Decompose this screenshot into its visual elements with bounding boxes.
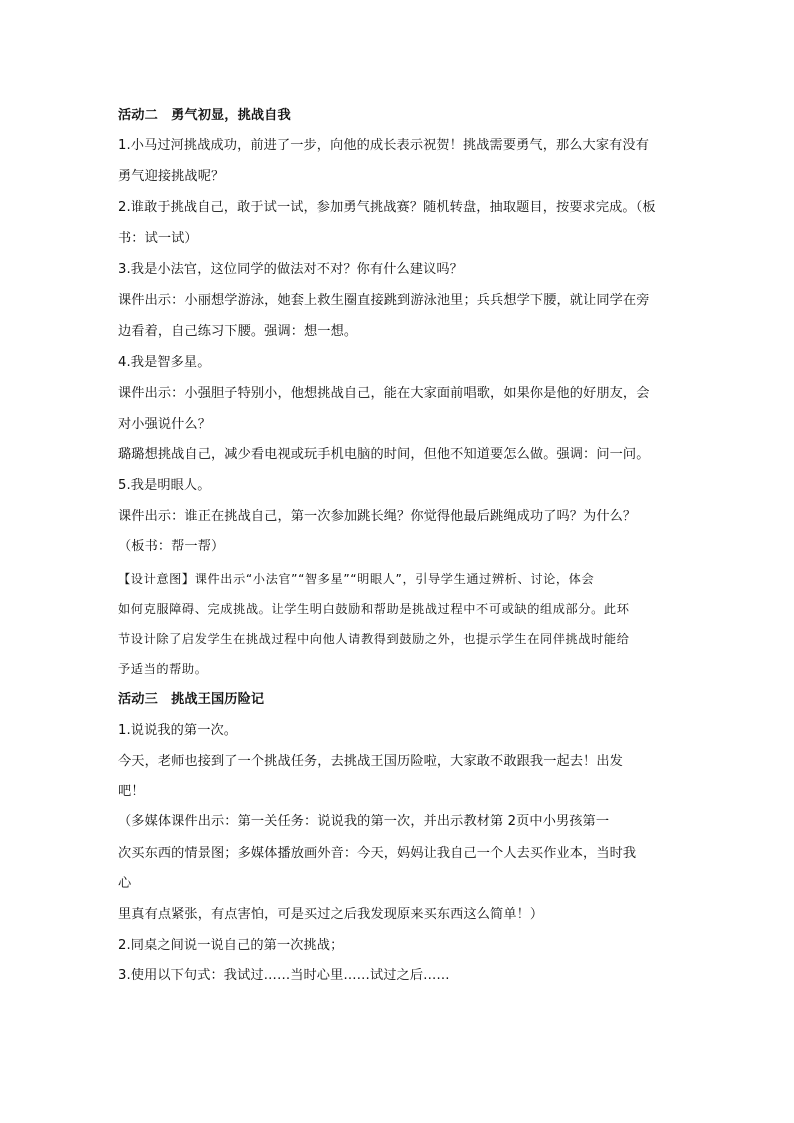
paragraph-line: （多媒体课件出示：第一关任务：说说我的第一次，并出示教材第 2页中小男孩第一 — [118, 814, 610, 829]
paragraph-line: 边看着，自己练习下腰。强调：想一想。 — [118, 324, 358, 339]
paragraph-line: 2.谁敢于挑战自己，敢于试一试，参加勇气挑战赛？随机转盘，抽取题目，按要求完成。（板 — [118, 200, 656, 215]
paragraph-line: 心 — [118, 876, 132, 891]
paragraph-line: 对小强说什么？ — [118, 417, 212, 432]
activity-two-heading: 活动二 勇气初显，挑战自我 — [118, 108, 291, 123]
paragraph-line: 吧！ — [118, 784, 145, 799]
paragraph-line: 3.我是小法官，这位同学的做法对不对？你有什么建议吗？ — [118, 262, 463, 277]
paragraph-line: 书：试一试） — [118, 231, 198, 246]
design-intent-line: 如何克服障碍、完成挑战。让学生明白鼓励和帮助是挑战过程中不可或缺的组成部分。此环 — [118, 602, 630, 616]
design-intent-line: 节设计除了启发学生在挑战过程中向他人请教得到鼓励之外，也提示学生在同伴挑战时能给 — [118, 632, 630, 646]
paragraph-line: 3.使用以下句式：我试过……当时心里……试过之后…… — [118, 968, 450, 983]
paragraph-line: 1.小马过河挑战成功，前进了一步，向他的成长表示祝贺！挑战需要勇气，那么大家有没有 — [118, 138, 649, 153]
paragraph-line: 5.我是明眼人。 — [118, 478, 211, 493]
paragraph-line: 里真有点紧张，有点害怕，可是买过之后我发现原来买东西这么简单！） — [118, 907, 544, 922]
paragraph-line: 2.同桌之间说一说自己的第一次挑战； — [118, 938, 344, 953]
paragraph-line: （板书：帮一帮） — [118, 539, 225, 554]
paragraph-line: 璐璐想挑战自己，减少看电视或玩手机电脑的时间，但他不知道要怎么做。强调：问一问。 — [118, 447, 650, 462]
paragraph-line: 勇气迎接挑战呢？ — [118, 169, 225, 184]
paragraph-line: 次买东西的情景图；多媒体播放画外音：今天，妈妈让我自己一个人去买作业本，当时我 — [118, 846, 637, 861]
paragraph-line: 课件出示：小强胆子特别小，他想挑战自己，能在大家面前唱歌，如果你是他的好朋友，会 — [118, 386, 650, 401]
paragraph-line: 1.说说我的第一次。 — [118, 723, 238, 738]
activity-three-heading: 活动三 挑战王国历险记 — [118, 692, 265, 707]
paragraph-line: 课件出示：小丽想学游泳，她套上救生圈直接跳到游泳池里；兵兵想学下腰，就让同学在旁 — [118, 293, 650, 308]
design-intent-line: 【设计意图】课件出示“小法官”“智多星”“明眼人”，引导学生通过辨析、讨论，体会 — [118, 572, 595, 586]
paragraph-line: 4.我是智多星。 — [118, 355, 211, 370]
paragraph-line: 今天，老师也接到了一个挑战任务，去挑战王国历险啦，大家敢不敢跟我一起去！出发 — [118, 754, 623, 769]
paragraph-line: 课件出示：谁正在挑战自己，第一次参加跳长绳？你觉得他最后跳绳成功了吗？为什么？ — [118, 509, 637, 524]
design-intent-line: 予适当的帮助。 — [118, 662, 208, 676]
